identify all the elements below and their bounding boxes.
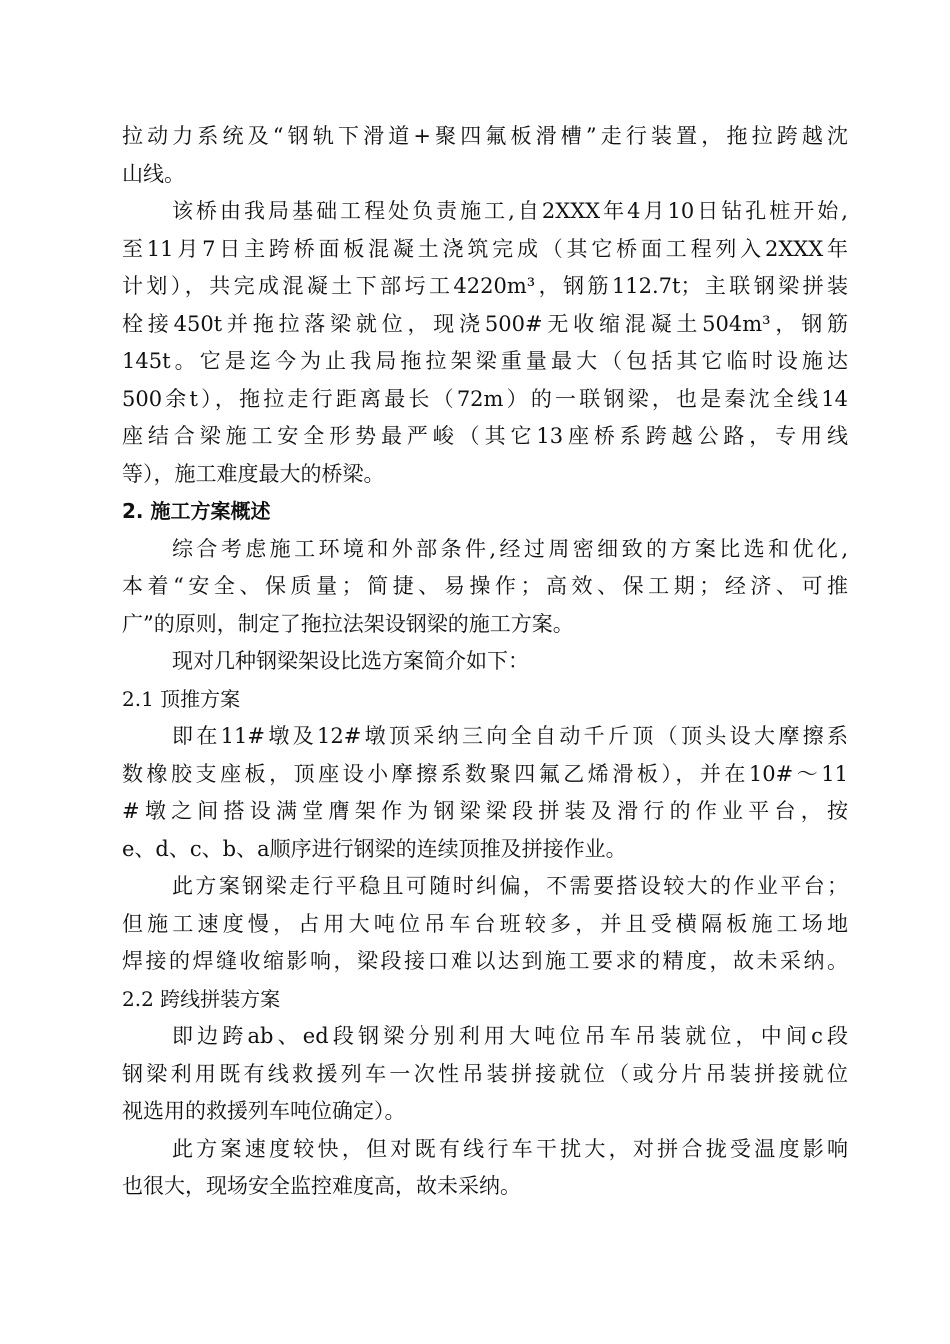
text-line: 也很大，现场安全监控难度高，故未采纳。 bbox=[122, 1174, 521, 1198]
text-line: 该桥由我局基础工程处负责施工,自2XXX年4月10日钻孔桩开始, bbox=[172, 199, 848, 223]
text-line: 栓接450t并拖拉落梁就位，现浇500#无收缩混凝土504m³，钢筋 bbox=[122, 311, 848, 336]
text-line: 焊接的焊缝收缩影响，梁段接口难以达到施工要求的精度，故未采纳。 bbox=[122, 949, 848, 973]
text-line: 本着“安全、保质量；简捷、易操作；高效、保工期；经济、可推 bbox=[122, 574, 848, 598]
text-line: 视选用的救援列车吨位确定）。 bbox=[122, 1099, 406, 1123]
text-line: 等），施工难度最大的桥梁。 bbox=[122, 461, 385, 486]
text-line: 即边跨ab、ed段钢梁分别利用大吨位吊车吊装就位，中间c段 bbox=[172, 1024, 848, 1048]
section-heading: 2. 施工方案概述 bbox=[122, 499, 271, 523]
text-line: 数橡胶支座板，顶座设小摩擦系数聚四氟乙烯滑板），并在10#～11 bbox=[122, 761, 848, 786]
text-line: 现对几种钢梁架设比选方案简介如下： bbox=[172, 649, 529, 673]
text-line: 此方案速度较快，但对既有线行车干扰大，对拼合拢受温度影响 bbox=[172, 1136, 848, 1161]
text-line: #墩之间搭设满堂膺架作为钢梁梁段拼装及滑行的作业平台，按 bbox=[122, 799, 848, 823]
subsection-heading: 2.2 跨线拼装方案 bbox=[122, 986, 281, 1011]
text-line: 500余t），拖拉走行距离最长（72m）的一联钢梁，也是秦沈全线14 bbox=[122, 386, 848, 411]
text-line: 综合考虑施工环境和外部条件,经过周密细致的方案比选和优化, bbox=[172, 536, 848, 561]
text-line: 座结合梁施工安全形势最严峻（其它13座桥系跨越公路，专用线 bbox=[122, 424, 848, 448]
text-line: 至11月7日主跨桥面板混凝土浇筑完成（其它桥面工程列入2XXX年 bbox=[122, 236, 848, 261]
text-line: 钢梁利用既有线救援列车一次性吊装拼接就位（或分片吊装拼接就位 bbox=[122, 1061, 848, 1086]
text-line: 即在11#墩及12#墩顶采纳三向全自动千斤顶（顶头设大摩擦系 bbox=[172, 724, 848, 748]
text-line: 此方案钢梁走行平稳且可随时纠偏，不需要搭设较大的作业平台； bbox=[172, 874, 848, 898]
text-line: e、d、c、b、a顺序进行钢梁的连续顶推及拼接作业。 bbox=[122, 836, 627, 861]
text-line: 拉动力系统及“钢轨下滑道+聚四氟板滑槽”走行装置，拖拉跨越沈 bbox=[122, 124, 848, 148]
subsection-heading: 2.1 顶推方案 bbox=[122, 686, 241, 711]
text-line: 山线。 bbox=[122, 161, 185, 186]
text-line: 广”的原则，制定了拖拉法架设钢梁的施工方案。 bbox=[122, 611, 574, 636]
document-body bbox=[122, 118, 848, 1206]
text-line: 但施工速度慢，占用大吨位吊车台班较多，并且受横隔板施工场地 bbox=[122, 911, 848, 936]
text-line: 计划），共完成混凝土下部圬工4220m³，钢筋112.7t；主联钢梁拼装 bbox=[122, 274, 848, 298]
text-line: 145t。它是迄今为止我局拖拉架梁重量最大（包括其它临时设施达 bbox=[122, 349, 848, 373]
